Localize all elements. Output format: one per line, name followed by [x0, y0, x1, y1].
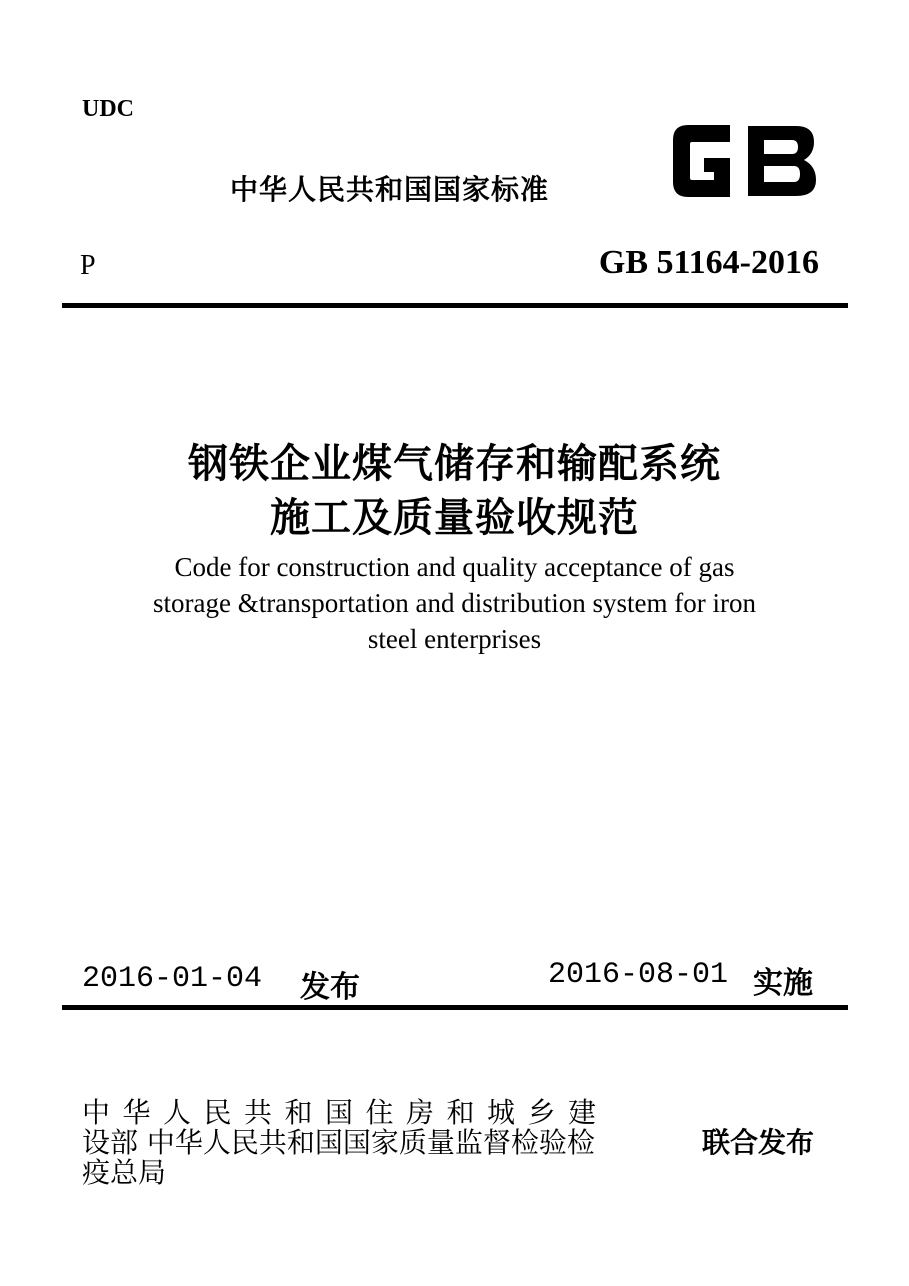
joint-publish-label: 联合发布	[702, 1126, 815, 1159]
issue-date: 2016-01-04	[82, 962, 263, 996]
chinese-title-line-1: 钢铁企业煤气储存和输配系统	[188, 441, 721, 487]
top-divider	[62, 303, 848, 308]
standard-type-heading: 中华人民共和国国家标准	[230, 173, 550, 206]
english-title-line-3: steel enterprises	[367, 624, 542, 654]
publisher-line-2: 设部 中华人民共和国国家质量监督检验检	[82, 1126, 595, 1159]
issue-label: 发布	[300, 970, 360, 1005]
classification-code: P	[80, 250, 96, 281]
english-title-line-1: Code for construction and quality acceptance of gas	[174, 552, 735, 582]
standard-number: GB 51164-2016	[598, 244, 819, 281]
implementation-label: 实施	[753, 966, 813, 1001]
gb-logo	[668, 118, 820, 204]
udc-label: UDC	[82, 96, 134, 122]
publisher-line-3: 疫总局	[82, 1156, 167, 1189]
chinese-title-line-2: 施工及质量验收规范	[270, 495, 639, 541]
bottom-divider	[62, 1005, 848, 1010]
implementation-date: 2016-08-01	[548, 958, 729, 992]
english-title-line-2: storage &transportation and distribution system for iron	[153, 588, 756, 618]
publisher-block	[82, 1098, 652, 1188]
publisher-line-1: 中华人民共和国住房和城乡建	[82, 1096, 609, 1129]
